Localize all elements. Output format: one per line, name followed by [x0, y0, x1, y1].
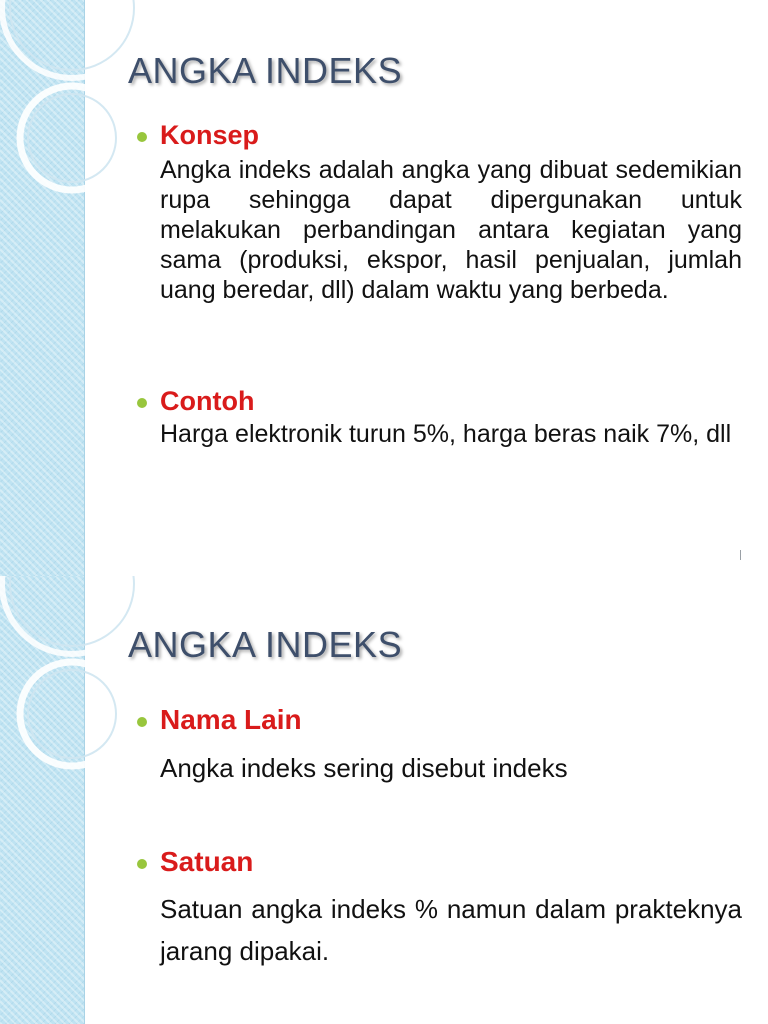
bullet-body: Angka indeks sering disebut indeks — [160, 753, 568, 783]
rings-decoration-icon — [0, 0, 120, 200]
slide-number-mark — [740, 550, 741, 560]
bullet-dot-icon — [137, 717, 147, 727]
bullet-heading: Satuan — [160, 846, 254, 877]
bullet-body: Satuan angka indeks % namun dalam prakteknya jarang dipakai. — [160, 894, 742, 966]
slide-2 — [0, 576, 768, 1024]
bullet-satuan — [130, 846, 742, 972]
bullet-body: Harga elektronik turun 5%, harga beras naik 7%, dll — [160, 420, 732, 448]
bullet-dot-icon — [137, 859, 147, 869]
bullet-heading: Nama Lain — [160, 704, 302, 735]
bullet-contoh — [130, 386, 742, 449]
bullet-heading: Konsep — [160, 120, 260, 150]
bullet-body: Angka indeks adalah angka yang dibuat sedemikian rupa sehingga dapat dipergunakan untuk melakukan perbandingan antara kegiatan yang sama (produksi, ekspor, hasil penjualan, jumlah uang beredar, dll) dalam waktu yang berbeda. — [160, 156, 742, 304]
bullet-nama-lain — [130, 704, 742, 786]
page-title: ANGKA INDEKS — [128, 50, 403, 91]
rings-decoration-icon — [0, 576, 120, 776]
page-title: ANGKA INDEKS — [128, 624, 403, 665]
bullet-dot-icon — [137, 398, 147, 408]
bullet-konsep — [130, 120, 742, 305]
bullet-heading: Contoh — [160, 386, 255, 416]
bullet-dot-icon — [137, 132, 147, 142]
